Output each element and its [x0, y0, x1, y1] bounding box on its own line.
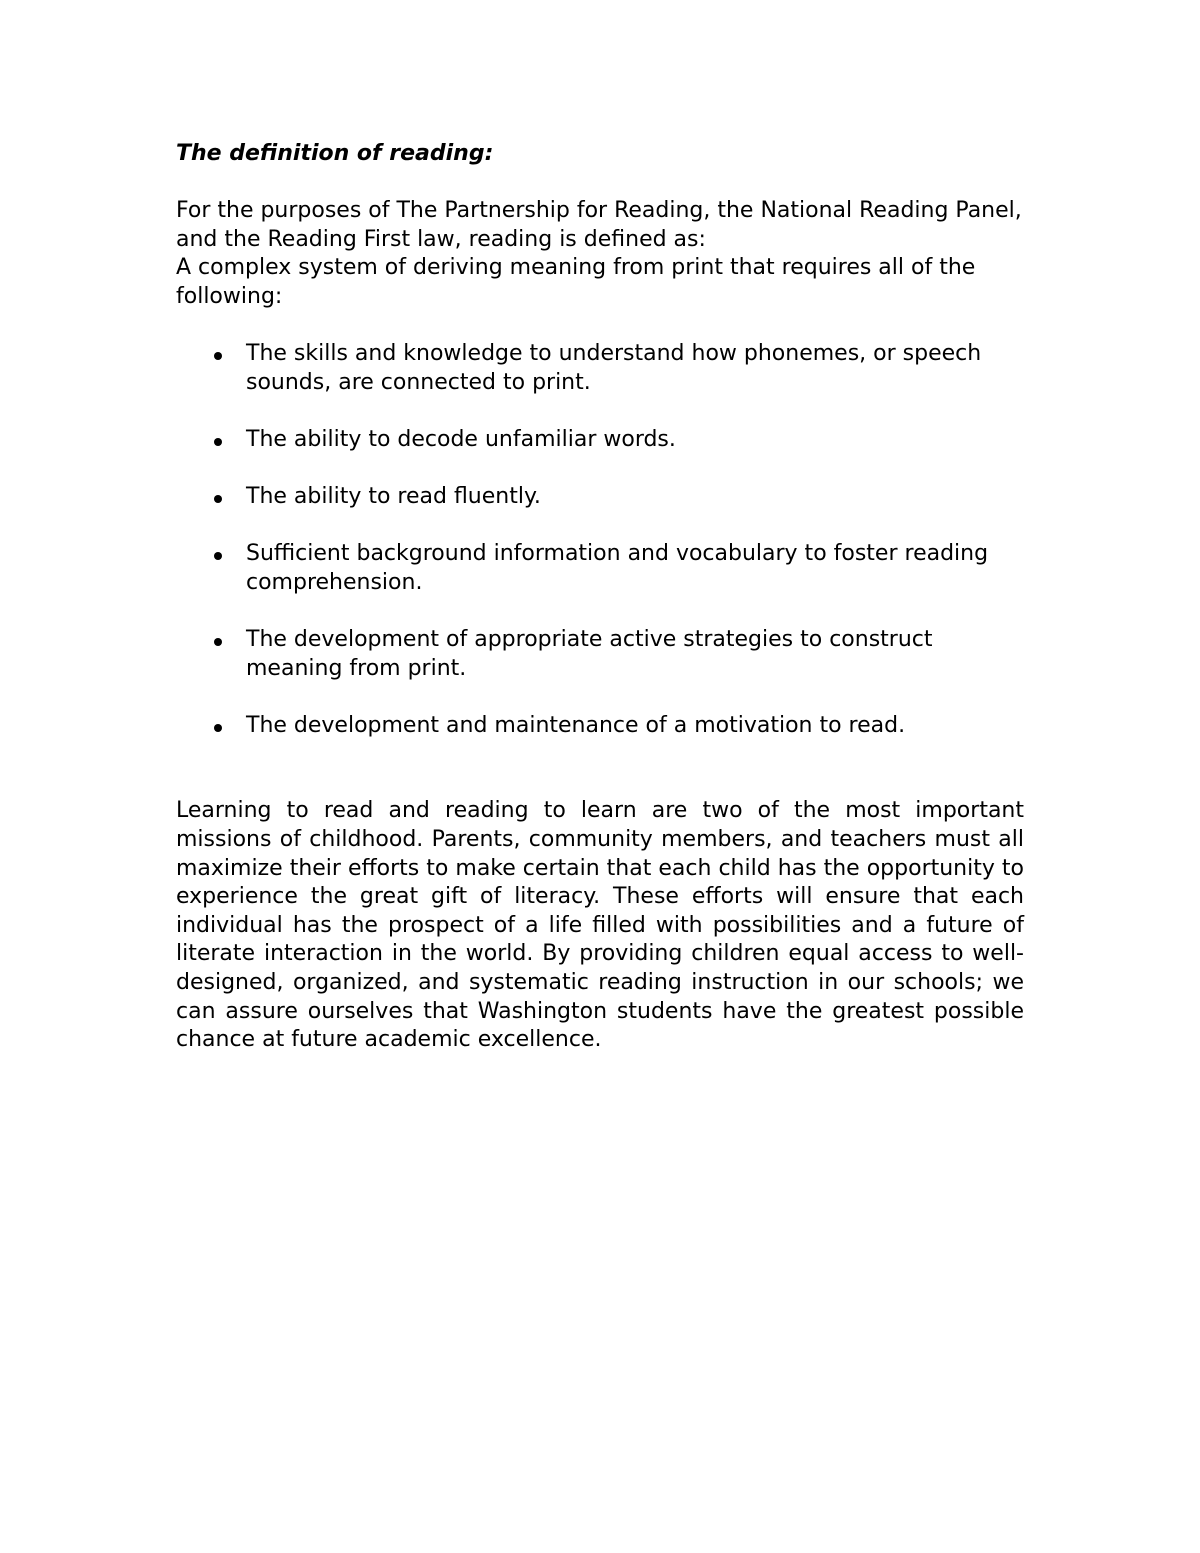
list-item-text: The ability to decode unfamiliar words. [246, 426, 676, 452]
document-body [176, 140, 1024, 1055]
list-item-text: Sufficient background information and vocabulary to foster reading comprehension. [246, 541, 989, 595]
bullet-icon [214, 638, 222, 646]
bullet-icon [214, 724, 222, 732]
bullet-icon [214, 438, 222, 446]
requirements-list [176, 340, 1024, 740]
list-item [176, 340, 1024, 397]
list-item-text: The development of appropriate active strategies to construct meaning from print. [246, 627, 933, 681]
document-heading: The definition of reading: [176, 141, 494, 166]
list-item-text: The skills and knowledge to understand how phonemes, or speech sounds, are connected to print. [246, 341, 982, 395]
list-item [176, 483, 1024, 512]
closing-paragraph: Learning to read and reading to learn are two of the most important missions of childhood. Parents, community members, and teachers must all maximize their efforts to make certain that each child has the opportunity to experience the great gift of literacy. These efforts will ensure that each individual has the prospect of a life filled with possibilities and a future of literate interaction in the world. By providing children equal access to well-designed, organized, and systematic reading instruction in our schools; we can assure ourselves that Washington students have the greatest possible chance at future academic excellence. [176, 798, 1024, 1053]
bullet-icon [214, 352, 222, 360]
list-item [176, 712, 1024, 741]
list-item-text: The development and maintenance of a motivation to read. [246, 712, 906, 738]
list-item [176, 626, 1024, 683]
list-item-text: The ability to read fluently. [246, 484, 541, 510]
bullet-icon [214, 495, 222, 503]
list-item [176, 540, 1024, 597]
bullet-icon [214, 552, 222, 560]
list-item [176, 426, 1024, 455]
intro-paragraph: For the purposes of The Partnership for Reading, the National Reading Panel, and the Reading First law, reading is defined as: A complex system of deriving meaning from print that requires all of the following: [176, 198, 1022, 309]
